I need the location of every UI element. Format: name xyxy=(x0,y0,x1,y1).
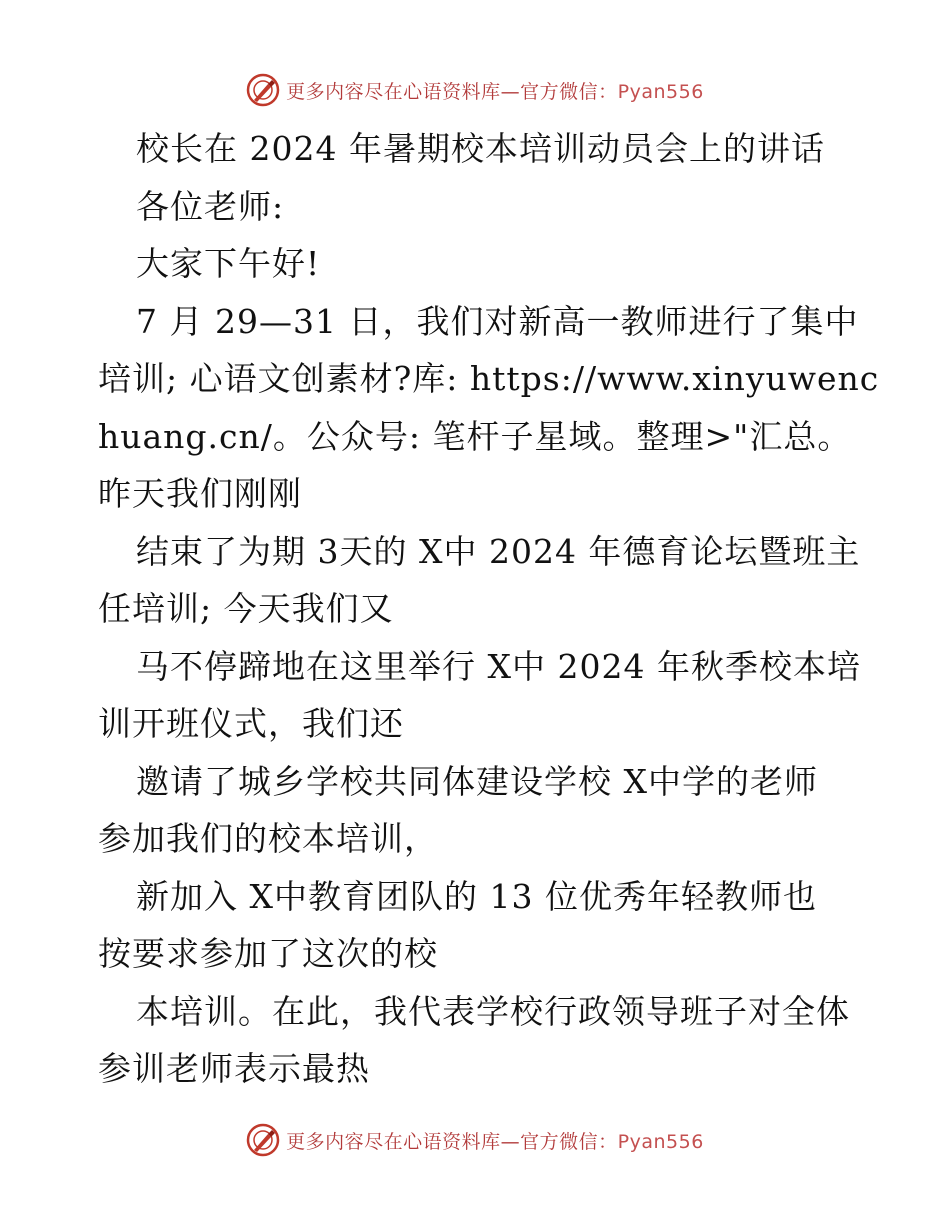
text-line: 7 月 29—31 日，我们对新高一教师进行了集中 xyxy=(136,301,859,341)
header-banner xyxy=(0,70,950,110)
header-wechat-id: Pyan556 xyxy=(617,80,704,103)
text-line: 任培训; 今天我们又 xyxy=(98,589,394,628)
speech-body xyxy=(98,120,880,1098)
footer-banner-label: 更多内容尽在心语资料库—官方微信： xyxy=(286,1130,618,1153)
text-line: 邀请了城乡学校共同体建设学校 X中学的老师 xyxy=(136,761,818,801)
text-line: 马不停蹄地在这里举行 X中 2024 年秋季校本培 xyxy=(136,646,861,686)
text-line: 新加入 X中教育团队的 13 位优秀年轻教师也 xyxy=(136,876,817,916)
text-line: 昨天我们刚刚 xyxy=(98,474,302,513)
text-line: 参训老师表示最热 xyxy=(98,1049,370,1088)
text-line: 结束了为期 3天的 X中 2024 年德育论坛暨班主 xyxy=(136,531,861,571)
speech-title: 校长在 2024 年暑期校本培训动员会上的讲话 xyxy=(136,129,825,168)
red-pen-logo-icon xyxy=(246,73,280,107)
text-line: 培训; 心语文创素材?库: https://www.xinyuwenc xyxy=(98,359,880,398)
text-line: 训开班仪式，我们还 xyxy=(98,704,404,743)
red-pen-logo-icon xyxy=(246,1123,280,1157)
header-banner-label: 更多内容尽在心语资料库—官方微信： xyxy=(286,80,618,103)
text-line: 大家下午好! xyxy=(136,244,321,283)
text-line: 按要求参加了这次的校 xyxy=(98,934,438,973)
text-line: 本培训。在此，我代表学校行政领导班子对全体 xyxy=(136,991,850,1031)
footer-banner-text xyxy=(286,1127,704,1154)
text-line: 各位老师: xyxy=(136,186,285,226)
header-banner-text xyxy=(286,77,704,104)
text-line: 参加我们的校本培训， xyxy=(98,819,438,858)
footer-banner xyxy=(0,1120,950,1160)
text-line: huang.cn/。公众号: 笔杆子星域。整理>"汇总。 xyxy=(98,416,852,456)
footer-wechat-id: Pyan556 xyxy=(617,1130,704,1153)
